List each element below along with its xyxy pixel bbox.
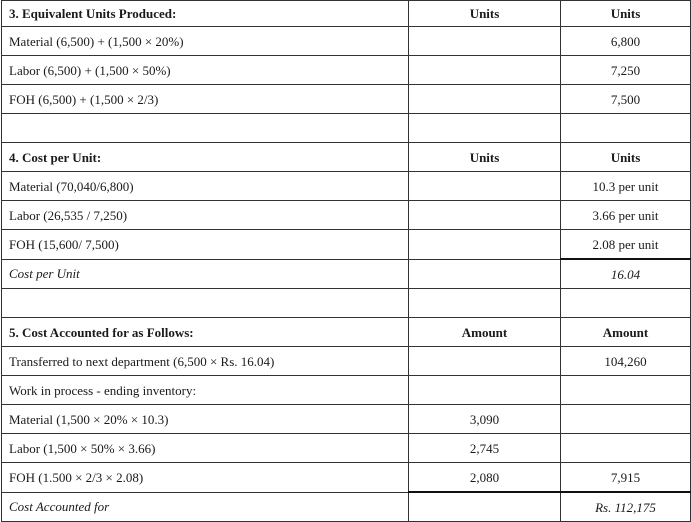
row-label: Labor (26,535 / 7,250) bbox=[2, 201, 409, 230]
section5-col2-header: Amount bbox=[409, 318, 561, 347]
row-amount: 2,080 bbox=[409, 463, 561, 493]
spacer-cell bbox=[2, 114, 409, 143]
section3-col3-header: Units bbox=[561, 1, 691, 27]
table-row bbox=[2, 405, 691, 434]
row-value: 104,260 bbox=[561, 347, 691, 376]
row-value: 7,250 bbox=[561, 56, 691, 85]
spacer-cell bbox=[2, 289, 409, 318]
row-label: Material (6,500) + (1,500 × 20%) bbox=[2, 27, 409, 56]
spacer-cell bbox=[409, 114, 561, 143]
section3-title: 3. Equivalent Units Produced: bbox=[2, 1, 409, 27]
spacer-cell bbox=[561, 289, 691, 318]
row-total: 7,915 bbox=[561, 463, 691, 493]
total-row bbox=[2, 259, 691, 289]
section5-header-row bbox=[2, 318, 691, 347]
spacer-cell bbox=[409, 289, 561, 318]
section3-header-row bbox=[2, 1, 691, 27]
row-empty bbox=[561, 376, 691, 405]
section5-col3-header: Amount bbox=[561, 318, 691, 347]
row-label: FOH (1.500 × 2/3 × 2.08) bbox=[2, 463, 409, 493]
table-row bbox=[2, 347, 691, 376]
grand-total-row bbox=[2, 492, 691, 522]
cost-per-unit-value: 16.04 bbox=[561, 259, 691, 289]
row-value: 7,500 bbox=[561, 85, 691, 114]
table-row bbox=[2, 434, 691, 463]
row-label: Material (70,040/6,800) bbox=[2, 172, 409, 201]
row-value: 10.3 per unit bbox=[561, 172, 691, 201]
row-label: Work in process - ending inventory: bbox=[2, 376, 409, 405]
row-empty bbox=[409, 230, 561, 260]
row-empty bbox=[409, 201, 561, 230]
table-row bbox=[2, 376, 691, 405]
table-row bbox=[2, 463, 691, 493]
section5-title: 5. Cost Accounted for as Follows: bbox=[2, 318, 409, 347]
table-row bbox=[2, 230, 691, 260]
table-row bbox=[2, 56, 691, 85]
row-amount: 3,090 bbox=[409, 405, 561, 434]
cost-per-unit-label: Cost per Unit bbox=[2, 259, 409, 289]
row-empty bbox=[409, 85, 561, 114]
row-label: Labor (6,500) + (1,500 × 50%) bbox=[2, 56, 409, 85]
row-total bbox=[561, 405, 691, 434]
row-empty bbox=[409, 376, 561, 405]
table-row bbox=[2, 27, 691, 56]
table-row bbox=[2, 172, 691, 201]
cost-report-table bbox=[1, 0, 691, 522]
section4-header-row bbox=[2, 143, 691, 172]
row-label: Labor (1,500 × 50% × 3.66) bbox=[2, 434, 409, 463]
section4-title: 4. Cost per Unit: bbox=[2, 143, 409, 172]
table-row bbox=[2, 201, 691, 230]
section3-col2-header: Units bbox=[409, 1, 561, 27]
cost-accounted-value: Rs. 112,175 bbox=[561, 492, 691, 522]
row-value: 2.08 per unit bbox=[561, 230, 691, 260]
table-row bbox=[2, 85, 691, 114]
row-amount: 2,745 bbox=[409, 434, 561, 463]
row-empty bbox=[409, 27, 561, 56]
cost-accounted-label: Cost Accounted for bbox=[2, 492, 409, 522]
row-total bbox=[561, 434, 691, 463]
row-empty bbox=[409, 172, 561, 201]
row-value: 6,800 bbox=[561, 27, 691, 56]
section4-col2-header: Units bbox=[409, 143, 561, 172]
row-empty bbox=[409, 347, 561, 376]
spacer-row bbox=[2, 289, 691, 318]
row-label: Transferred to next department (6,500 × Rs. 16.04) bbox=[2, 347, 409, 376]
row-empty bbox=[409, 56, 561, 85]
section4-col3-header: Units bbox=[561, 143, 691, 172]
row-label: FOH (6,500) + (1,500 × 2/3) bbox=[2, 85, 409, 114]
spacer-cell bbox=[561, 114, 691, 143]
row-value: 3.66 per unit bbox=[561, 201, 691, 230]
row-empty bbox=[409, 492, 561, 522]
row-empty bbox=[409, 259, 561, 289]
row-label: Material (1,500 × 20% × 10.3) bbox=[2, 405, 409, 434]
spacer-row bbox=[2, 114, 691, 143]
row-label: FOH (15,600/ 7,500) bbox=[2, 230, 409, 260]
